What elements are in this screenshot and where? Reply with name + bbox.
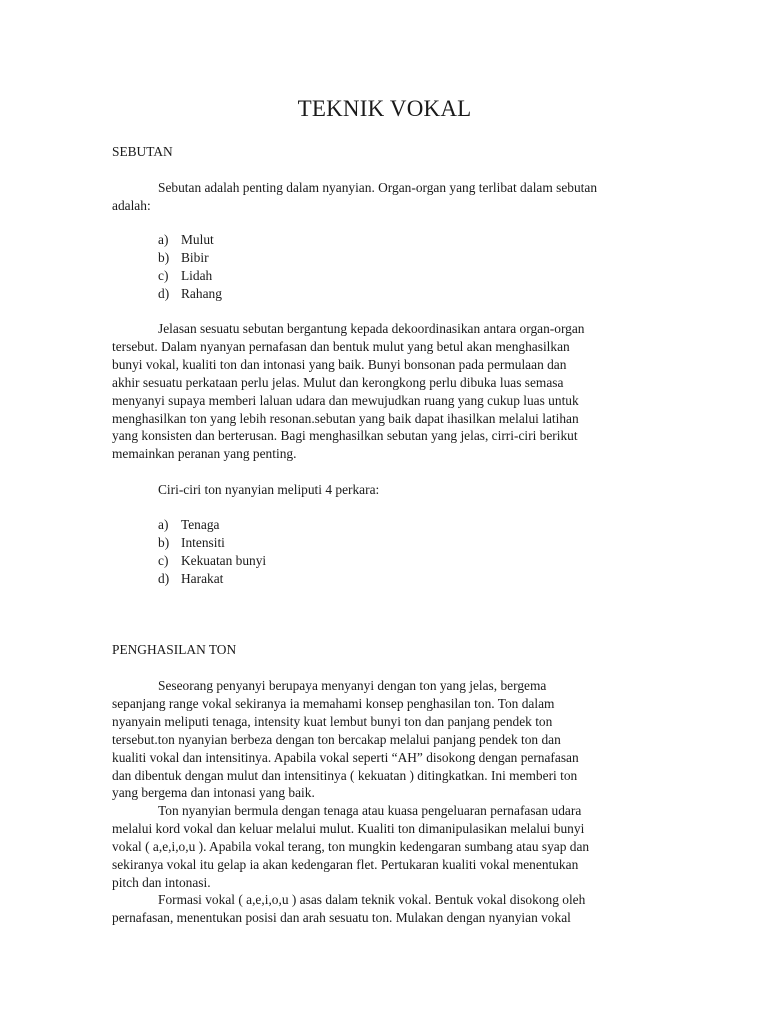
list-marker: c): [158, 267, 169, 283]
paragraph-penghasilan-2: [112, 802, 657, 892]
paragraph-line: melalui kord vokal dan keluar melalui mulut. Kualiti ton dimanipulasikan melalui bunyi: [112, 820, 585, 836]
list-item: [158, 285, 222, 303]
list-item: [158, 516, 266, 534]
paragraph-line: nyanyain meliputi tenaga, intensity kuat lembut bunyi ton dan panjang pendek ton: [112, 713, 553, 729]
list-marker: b): [158, 534, 170, 550]
list-marker: c): [158, 552, 169, 568]
document-title: TEKNIK VOKAL: [297, 96, 472, 121]
list-marker: a): [158, 232, 169, 247]
list-marker: b): [158, 249, 170, 265]
paragraph-line: pernafasan, menentukan posisi dan arah sesuatu ton. Mulakan dengan nyanyian vokal: [112, 909, 571, 925]
paragraph-line: sepanjang range vokal sekiranya ia memahami konsep penghasilan ton. Ton dalam: [112, 695, 555, 711]
paragraph-line: bunyi vokal, kualiti ton dan intonasi yang baik. Bunyi bonsonan pada permulaan dan: [112, 356, 567, 372]
paragraph-line: sekiranya vokal itu gelap ia akan kedengaran flet. Pertukaran kualiti vokal menentukan: [112, 856, 579, 872]
list-item: [158, 534, 266, 552]
paragraph-line: Ton nyanyian bermula dengan tenaga atau kuasa pengeluaran pernafasan udara: [158, 803, 582, 818]
paragraph-line: tersebut. Dalam nyanyan pernafasan dan bentuk mulut yang betul akan menghasilkan: [112, 338, 570, 354]
paragraph-line: yang bergema dan intonasi yang baik.: [112, 785, 315, 801]
paragraph-line: adalah:: [112, 197, 151, 213]
list-item-text: Mulut: [181, 232, 214, 247]
list-item: [158, 267, 222, 285]
paragraph-line: Sebutan adalah penting dalam nyanyian. Organ-organ yang terlibat dalam sebutan: [158, 180, 598, 195]
section-heading-penghasilan-ton: PENGHASILAN TON: [112, 642, 237, 657]
list-item-text: Lidah: [181, 267, 213, 283]
list-item: [158, 231, 222, 249]
paragraph-line: tersebut.ton nyanyian berbeza dengan ton bercakap melalui panjang pendek ton dan: [112, 731, 561, 747]
paragraph-line: kualiti vokal dan intensitinya. Apabila vokal seperti “AH” disokong dengan pernafasan: [112, 749, 579, 765]
list-item: [158, 570, 266, 588]
list-item-text: Bibir: [181, 249, 209, 265]
list-item-text: Harakat: [181, 570, 224, 586]
paragraph-line: menghasilkan ton yang lebih resonan.sebutan yang baik dapat ihasilkan melalui latihan: [112, 410, 579, 426]
paragraph-line: Formasi vokal ( a,e,i,o,u ) asas dalam teknik vokal. Bentuk vokal disokong oleh: [158, 892, 586, 907]
organ-list: [158, 231, 222, 303]
paragraph-line: vokal ( a,e,i,o,u ). Apabila vokal terang, ton mungkin kedengaran sumbang atau syap dan: [112, 838, 590, 854]
tone-characteristics-list: [158, 516, 266, 588]
paragraph-sebutan-body: [112, 320, 657, 463]
paragraph-line: pitch dan intonasi.: [112, 874, 211, 890]
paragraph-line: Jelasan sesuatu sebutan bergantung kepada dekoordinasikan antara organ-organ: [158, 321, 585, 336]
paragraph-line: yang konsisten dan berterusan. Bagi menghasilkan sebutan yang jelas, cirri-ciri berikut: [112, 428, 578, 444]
list-marker: d): [158, 570, 170, 586]
list-item: [158, 552, 266, 570]
list-item-text: Kekuatan bunyi: [181, 552, 267, 568]
paragraph-line: menyanyi supaya memberi laluan udara dan mewujudkan ruang yang cukup luas untuk: [112, 392, 579, 408]
section-heading-sebutan: SEBUTAN: [112, 144, 173, 159]
list-item-text: Intensiti: [181, 534, 225, 550]
paragraph-penghasilan-3: [112, 891, 657, 927]
paragraph-line: Ciri-ciri ton nyanyian meliputi 4 perkara:: [158, 482, 380, 497]
paragraph-line: dan dibentuk dengan mulut dan intensitinya ( kekuatan ) ditingkatkan. Ini memberi ton: [112, 767, 578, 783]
paragraph-line: memainkan peranan yang penting.: [112, 446, 297, 462]
list-item: [158, 249, 222, 267]
paragraph-line: akhir sesuatu perkataan perlu jelas. Mulut dan kerongkong perlu dibuka luas semasa: [112, 374, 564, 390]
list-marker: a): [158, 517, 169, 532]
paragraph-ciri-ciri: [112, 481, 657, 499]
paragraph-sebutan-intro: [112, 179, 657, 215]
list-item-text: Rahang: [181, 285, 222, 301]
paragraph-penghasilan-1: [112, 677, 657, 802]
paragraph-line: Seseorang penyanyi berupaya menyanyi dengan ton yang jelas, bergema: [158, 678, 547, 693]
list-item-text: Tenaga: [181, 517, 220, 532]
list-marker: d): [158, 285, 170, 301]
